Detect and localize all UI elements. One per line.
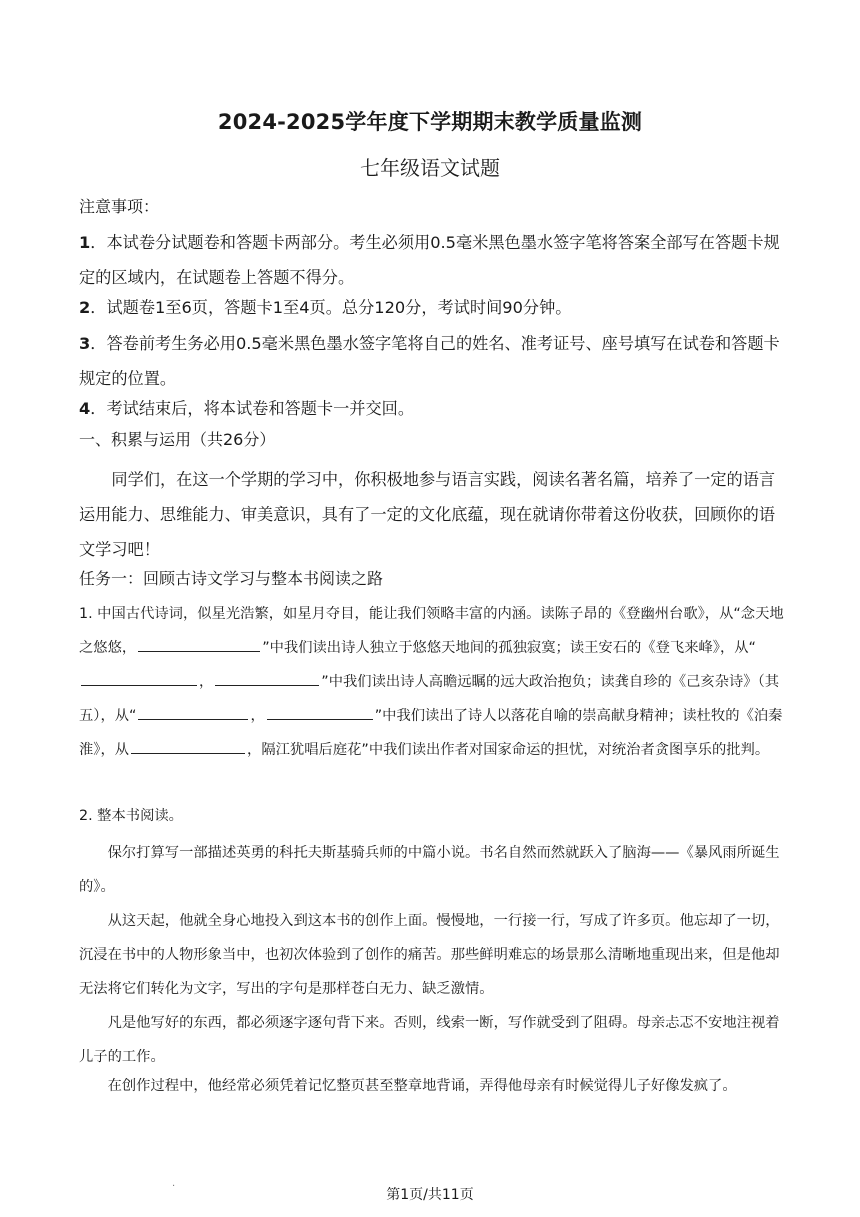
notice-item-4: [79, 391, 791, 426]
notice-item-number: 4: [79, 399, 91, 418]
notice-item-text: ．本试卷分试题卷和答题卡两部分。考生必须用0.5毫米黑色墨水签字笔将答案全部写在答题卡规定的区域内，在试题卷上答题不得分。: [79, 233, 780, 287]
question-2-heading: 2. 整本书阅读。: [79, 808, 183, 824]
notice-item-text: ．试题卷1至6页，答题卡1至4页。总分120分，考试时间90分钟。: [90, 298, 572, 317]
page-title: 2024-2025学年度下学期期末教学质量监测: [217, 110, 643, 134]
reading-paragraph-1: 保尔打算写一部描述英勇的科托夫斯基骑兵师的中篇小说。书名自然而然就跃入了脑海——《暴风雨所诞生的》。: [79, 845, 780, 895]
notice-item-2: [79, 290, 791, 325]
reading-paragraph-3: 凡是他写好的东西，都必须逐字逐句背下来。否则，线索一断，写作就受到了阻碍。母亲忐忑不安地注视着儿子的工作。: [79, 1015, 780, 1065]
notice-item-number: 2: [79, 298, 91, 317]
page-dot: .: [172, 1178, 176, 1189]
notice-item-text: ．考试结束后，将本试卷和答题卡一并交回。: [90, 399, 415, 418]
section-heading: 一、积累与运用（共26分）: [79, 430, 276, 449]
question-1-text-g: ，隔江犹唱后庭花”中我们读出作者对国家命运的担忧，对统治者贪图享乐的批判。: [247, 742, 770, 758]
notice-item-number: 3: [79, 334, 91, 353]
notice-item-number: 1: [79, 233, 91, 252]
notice-item-1: [79, 225, 791, 295]
answer-blank[interactable]: [138, 704, 248, 720]
answer-blank[interactable]: [215, 670, 319, 686]
section-intro: 同学们，在这一个学期的学习中，你积极地参与语言实践，阅读名著名篇，培养了一定的语言运用能力、思维能力、审美意识，具有了一定的文化底蕴，现在就请你带着这份收获，回顾你的语文学习吧！: [79, 470, 776, 559]
answer-blank[interactable]: [267, 704, 373, 720]
question-1-text-b: ”中我们读出诗人独立于悠悠天地间的孤独寂寞；读王安石的《登飞来峰》，从“: [262, 640, 756, 656]
question-1-text-f: ”中我们读出了诗人以落花自喻的崇高献身精神；读杜牧的《泊秦淮》，从: [79, 708, 783, 758]
notice-item-3: [79, 326, 791, 396]
notice-heading: 注意事项：: [79, 197, 160, 216]
page-subtitle: 七年级语文试题: [360, 156, 500, 180]
answer-blank[interactable]: [138, 636, 260, 652]
notice-item-text: ．答卷前考生务必用0.5毫米黑色墨水签字笔将自己的姓名、准考证号、座号填写在试卷和答题卡规定的位置。: [79, 334, 780, 388]
answer-blank[interactable]: [131, 738, 245, 754]
answer-blank[interactable]: [81, 670, 197, 686]
question-1-text-a: 1. 中国古代诗词，似星光浩繁，如星月夺目，能让我们领略丰富的内涵。读陈子昂的《登幽州台歌》，从“念天地之悠悠，: [79, 606, 784, 656]
reading-paragraph-2: 从这天起，他就全身心地投入到这本书的创作上面。慢慢地，一行接一行，写成了许多页。他忘却了一切，沉浸在书中的人物形象当中，也初次体验到了创作的痛苦。那些鲜明难忘的场景那么清晰地重现出来，但是他却无法将它们转化为文字，写出的字句是那样苍白无力、缺乏激情。: [79, 913, 780, 997]
task-heading: 任务一：回顾古诗文学习与整本书阅读之路: [79, 569, 384, 588]
page-number: 第1页/共11页: [386, 1187, 474, 1203]
question-1-text-e: ，: [250, 708, 265, 724]
question-1-text-c: ，: [199, 674, 214, 690]
question-1: [79, 597, 791, 767]
reading-paragraph-4: 在创作过程中，他经常必须凭着记忆整页甚至整章地背诵，弄得他母亲有时候觉得儿子好像发疯了。: [107, 1078, 737, 1094]
question-1-text-d: ”中我们读出诗人高瞻远瞩的远大政治抱负；读龚自珍的《己亥杂诗》（其五），从“: [79, 674, 780, 724]
